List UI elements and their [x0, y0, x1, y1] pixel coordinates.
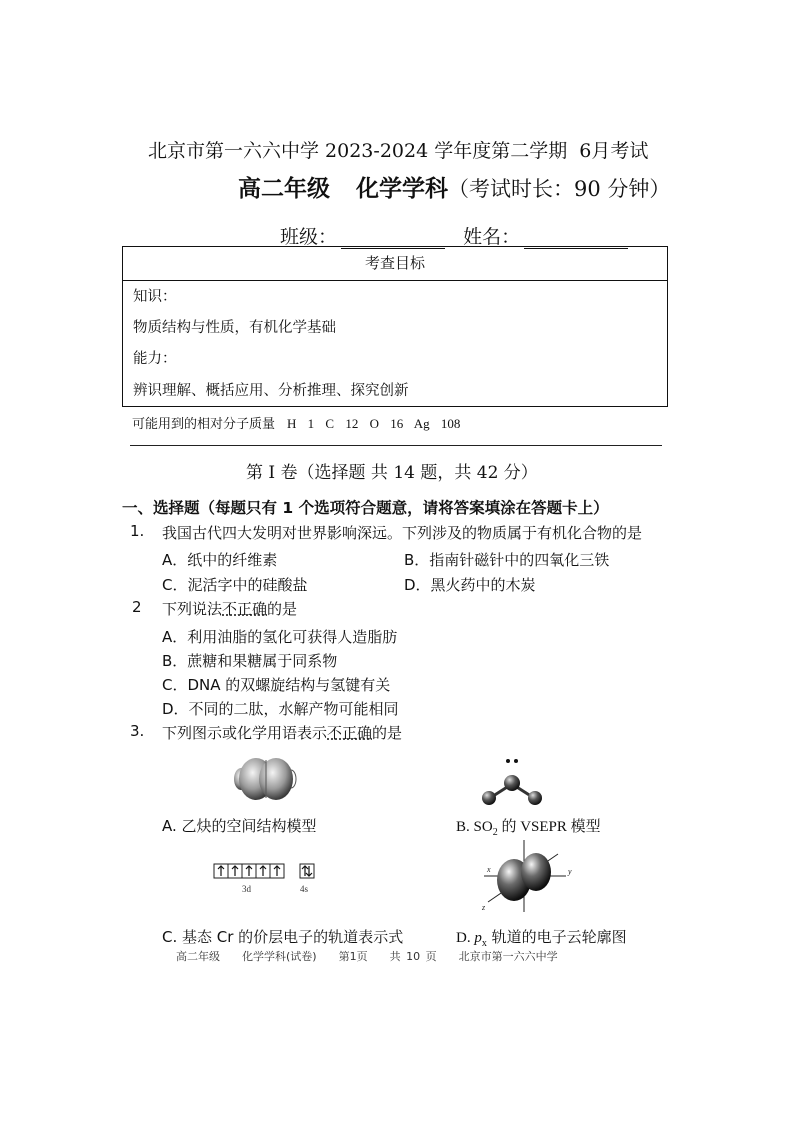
- q2-stem-pre: 下列说法: [162, 600, 223, 618]
- page-footer: [176, 948, 580, 964]
- question-3-stem: [162, 722, 402, 743]
- footer-grade: 高二年级: [176, 950, 220, 963]
- px-orbital-figure: [478, 836, 574, 916]
- q2-option-d[interactable]: D．不同的二肽，水解产物可能相同: [162, 700, 399, 718]
- so2-vsepr-figure: [476, 752, 548, 808]
- acetylene-model-figure: [226, 752, 306, 806]
- subject-label: 化学学科: [356, 175, 448, 202]
- q2-stem-post: 的是: [267, 600, 298, 618]
- q3-caption-c: C. 基态 Cr 的价层电子的轨道表示式: [162, 928, 404, 946]
- q1-option-c[interactable]: C．泥活字中的硅酸盐: [162, 576, 308, 594]
- caption-d-post: 轨道的电子云轮廓图: [486, 928, 627, 946]
- school-exam-title: [148, 136, 648, 163]
- footer-subject: 化学学科(试卷): [242, 950, 317, 963]
- cr-orbital-diagram: [212, 862, 322, 896]
- q1-option-d[interactable]: D．黑火药中的木炭: [404, 576, 536, 594]
- mass-values: H 1 C 12 O 16 Ag 108: [287, 416, 461, 431]
- goals-title: 考查目标: [123, 247, 667, 281]
- label-3d: 3d: [242, 884, 251, 894]
- divider-line: [130, 445, 662, 446]
- q3-stem-pre: 下列图示或化学用语表示: [162, 724, 328, 742]
- caption-b-post: 的 VSEPR 模型: [497, 819, 601, 835]
- grade-label: 高二年级: [238, 175, 330, 202]
- q2-option-a[interactable]: A．利用油脂的氢化可获得人造脂肪: [162, 628, 398, 646]
- ability-label: 能力：: [133, 351, 177, 367]
- footer-school: 北京市第一六六中学: [458, 950, 558, 963]
- sulfur-atom: [504, 775, 520, 791]
- school-line: 北京市第一六六中学 2023-2024 学年度第二学期: [148, 140, 568, 162]
- label-4s: 4s: [300, 884, 309, 894]
- q3-stem-emphasis: 不正确: [327, 724, 373, 742]
- question-3-number: 3.: [130, 722, 145, 740]
- class-label: 班级：: [280, 226, 338, 248]
- student-info-line: [280, 222, 640, 249]
- caption-d-pre: D.: [456, 930, 475, 946]
- exam-label: 6月考试: [579, 140, 649, 162]
- question-1-number: 1.: [130, 522, 145, 540]
- q3-caption-d: [456, 926, 627, 949]
- q2-stem-emphasis: 不正确: [222, 600, 268, 618]
- grade-subject-title: [238, 170, 670, 203]
- exam-goals-table: [122, 246, 668, 407]
- part1-title: 第 I 卷（选择题 共 14 题，共 42 分）: [246, 463, 538, 483]
- caption-d-sub: x: [481, 938, 487, 949]
- duration-label: （考试时长：90 分钟）: [448, 177, 671, 201]
- relative-mass-line: [132, 413, 460, 432]
- question-2-stem: [162, 598, 297, 619]
- caption-b-pre: B. SO: [456, 819, 493, 835]
- footer-page: 第1页: [338, 950, 368, 963]
- q3-caption-b: [456, 815, 601, 838]
- question-1-stem: 我国古代四大发明对世界影响深远。下列涉及的物质属于有机化合物的是: [162, 524, 643, 542]
- oxygen-atom-left: [482, 791, 496, 805]
- axis-x-label: x: [487, 865, 491, 874]
- q2-option-b[interactable]: B．蔗糖和果糖属于同系物: [162, 652, 338, 670]
- q2-option-c[interactable]: C．DNA 的双螺旋结构与氢键有关: [162, 676, 391, 694]
- caption-d-p: p: [474, 930, 482, 946]
- q3-caption-a: A. 乙炔的空间结构模型: [162, 817, 317, 835]
- oxygen-atom-right: [528, 791, 542, 805]
- knowledge-label: 知识：: [133, 289, 177, 305]
- q3-stem-post: 的是: [372, 724, 403, 742]
- carbon-atom-right: [259, 758, 293, 800]
- name-label: 姓名：: [463, 226, 521, 248]
- question-2-number: 2: [132, 598, 142, 616]
- q1-option-a[interactable]: A．纸中的纤维素: [162, 551, 278, 569]
- orbital-lobe-right: [521, 853, 551, 891]
- axis-z-label: z: [482, 903, 486, 912]
- caption-b-sub: 2: [492, 827, 498, 838]
- mass-label: 可能用到的相对分子质量: [132, 417, 276, 432]
- axis-y-label: y: [568, 867, 572, 876]
- footer-total: 共 10 页: [389, 950, 437, 963]
- ability-text: 辨识理解、概括应用、分析推理、探究创新: [133, 383, 409, 399]
- knowledge-text: 物质结构与性质，有机化学基础: [133, 320, 336, 336]
- q1-option-b[interactable]: B．指南针磁针中的四氧化三铁: [404, 551, 610, 569]
- section-instruction: 一、选择题（每题只有 1 个选项符合题意，请将答案填涂在答题卡上）: [122, 499, 609, 517]
